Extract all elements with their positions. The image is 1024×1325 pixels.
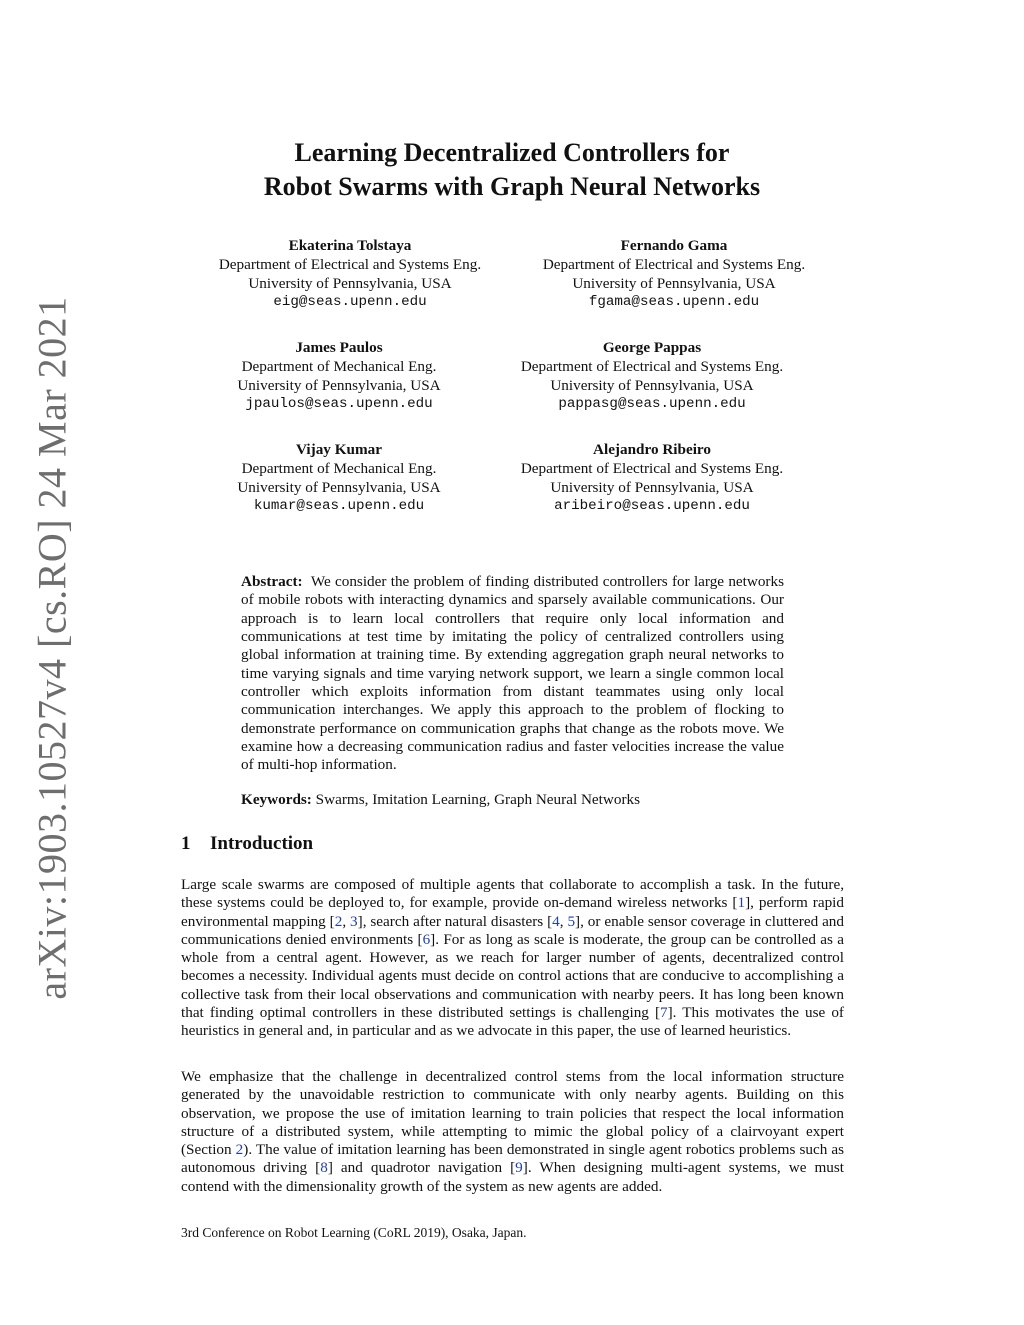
citation-link[interactable]: 4 xyxy=(552,912,560,930)
author-email[interactable]: kumar@seas.upenn.edu xyxy=(253,498,425,514)
conference-footnote: 3rd Conference on Robot Learning (CoRL 2019), Osaka, Japan. xyxy=(181,1225,527,1240)
author-name: Alejandro Ribeiro xyxy=(593,441,711,458)
author-name: Vijay Kumar xyxy=(296,441,382,458)
author-name: Ekaterina Tolstaya xyxy=(288,237,412,254)
title-line-1: Learning Decentralized Controllers for xyxy=(294,138,730,167)
author-university: University of Pennsylvania, USA xyxy=(237,377,441,394)
author-name: George Pappas xyxy=(602,339,702,356)
author-email[interactable]: pappasg@seas.upenn.edu xyxy=(558,396,746,412)
author-name: James Paulos xyxy=(295,339,383,356)
citation-link[interactable]: 6 xyxy=(422,930,431,948)
author-block-gama xyxy=(509,236,839,312)
author-department: Department of Electrical and Systems Eng. xyxy=(542,256,806,273)
author-department: Department of Mechanical Eng. xyxy=(241,358,437,375)
section-reference-link[interactable]: 2 xyxy=(235,1141,244,1159)
author-department: Department of Mechanical Eng. xyxy=(241,460,437,477)
author-email[interactable]: fgama@seas.upenn.edu xyxy=(588,294,760,310)
intro-paragraph-2: We emphasize that the challenge in decentralized control stems from the local information structure generated by the unavoidable restriction to communicate with only nearby agents. Building on this observation, we propose the use of imitation learning to train policies that respect the local information structure of a distributed system, while attempting to mimic the global policy of a clairvoyant expert (Section 2). The value of imitation learning has been demonstrated in single agent robotics problems such as autonomous driving [8] and quadrotor navigation [9]. When designing multi-agent systems, we must contend with the dimensionality growth of the system as new agents are added. xyxy=(181,1068,845,1195)
author-block-kumar xyxy=(174,440,504,516)
citation-link[interactable]: 5 xyxy=(567,912,576,930)
keywords-text: Swarms, Imitation Learning, Graph Neural Networks xyxy=(315,791,641,808)
citation-link[interactable]: 9 xyxy=(515,1159,523,1177)
author-block-ribeiro xyxy=(487,440,817,516)
abstract xyxy=(241,573,784,775)
author-department: Department of Electrical and Systems Eng. xyxy=(520,460,784,477)
author-university: University of Pennsylvania, USA xyxy=(550,479,754,496)
author-block-tolstaya xyxy=(185,236,515,312)
arxiv-identifier-stamp: arXiv:1903.10527v4 [cs.RO] 24 Mar 2021 xyxy=(29,296,75,1000)
citation-link[interactable]: 2 xyxy=(334,912,343,930)
author-university: University of Pennsylvania, USA xyxy=(550,377,754,394)
abstract-label: Abstract: xyxy=(241,573,303,590)
section-heading-introduction xyxy=(181,833,313,855)
author-email[interactable]: jpaulos@seas.upenn.edu xyxy=(245,396,433,412)
author-email[interactable]: eig@seas.upenn.edu xyxy=(273,294,427,310)
author-department: Department of Electrical and Systems Eng. xyxy=(218,256,482,273)
section-number: 1 xyxy=(181,833,191,854)
author-name: Fernando Gama xyxy=(620,237,728,254)
paper-title xyxy=(180,136,844,204)
author-block-paulos xyxy=(174,338,504,414)
author-department: Department of Electrical and Systems Eng. xyxy=(520,358,784,375)
citation-link[interactable]: 1 xyxy=(737,894,746,912)
author-block-pappas xyxy=(487,338,817,414)
title-line-2: Robot Swarms with Graph Neural Networks xyxy=(263,172,761,201)
author-university: University of Pennsylvania, USA xyxy=(572,275,776,292)
author-university: University of Pennsylvania, USA xyxy=(237,479,441,496)
author-university: University of Pennsylvania, USA xyxy=(248,275,452,292)
citation-link[interactable]: 3 xyxy=(350,912,358,930)
citation-link[interactable]: 8 xyxy=(320,1159,328,1177)
author-email[interactable]: aribeiro@seas.upenn.edu xyxy=(554,498,750,514)
keywords xyxy=(241,790,784,809)
section-title: Introduction xyxy=(210,833,314,854)
intro-paragraph-1: Large scale swarms are composed of multiple agents that collaborate to accomplish a task. In the future, these systems could be deployed to, for example, provide on-demand wireless networks [1], perform rapid environmental mapping [2, 3], search after natural disasters [4, 5], or enable sensor coverage in cluttered and communications denied environments [6]. For as long as scale is moderate, the group can be controlled as a whole from a central agent. However, as we reach for larger number of agents, decentralized control becomes a necessity. Individual agents must decide on control actions that are conducive to accomplishing a collective task from their local observations and communication with nearby peers. It has long been known that finding optimal controllers in these distributed settings is challenging [7]. This motivates the use of heuristics in general and, in particular and as we advocate in this paper, the use of learned heuristics. xyxy=(181,876,844,1040)
citation-link[interactable]: 7 xyxy=(660,1004,668,1022)
abstract-text: We consider the problem of finding distributed controllers for large networks of mobile robots with interacting dynamics and sparsely available communications. Our approach is to learn local controllers that require only local information and communications at test time by imitating the policy of centralized controllers using global information at training time. By extending aggregation graph neural networks to time varying signals and time varying network support, we learn a single common local controller which exploits information from distant teammates using only local communication interchanges. We apply this approach to the problem of flocking to demonstrate performance on communication graphs that change as the robots move. We examine how a decreasing communication radius and faster velocities increase the value of multi-hop information. xyxy=(241,573,784,774)
keywords-label: Keywords: xyxy=(241,791,312,808)
